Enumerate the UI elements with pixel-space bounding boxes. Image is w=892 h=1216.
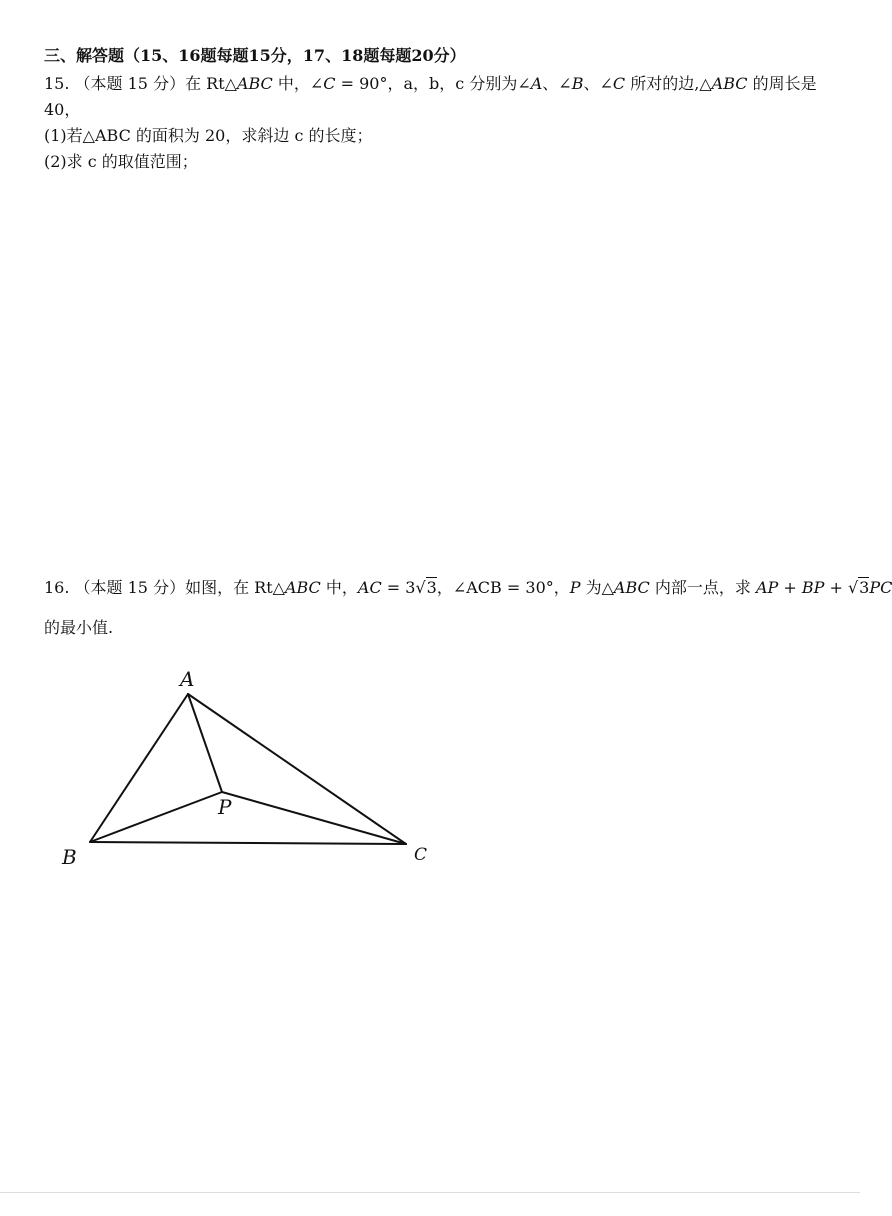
q15-text: 、∠ <box>542 74 572 93</box>
q16-line2-text: 的最小值. <box>44 618 114 637</box>
q15-text: 所对的边,△ <box>625 74 712 93</box>
q16-text: ，∠ACB = 30°， <box>436 578 570 597</box>
segment-cp <box>222 792 406 844</box>
section-heading-text: 三、解答题（15、16题每题15分，17、18题每题20分） <box>44 46 466 65</box>
q15-angle-a: A <box>530 74 543 93</box>
q15-text: 、∠ <box>583 74 613 93</box>
q15-text: 40， <box>44 100 81 119</box>
q16-text: = 3 <box>381 578 416 597</box>
q15-angle-b: B <box>571 74 584 93</box>
q15-text: 15. （本题 15 分）在 Rt△ <box>44 74 237 93</box>
vertex-label-a: A <box>180 667 195 691</box>
q16-text: 内部一点，求 <box>649 578 756 597</box>
segment-bp <box>90 792 222 842</box>
sqrt-symbol-2: √3 <box>847 578 870 597</box>
q15-triangle-name: ABC <box>236 74 273 93</box>
bottom-divider <box>0 1192 860 1193</box>
edge-ac <box>188 694 406 844</box>
q16-triangle-name-2: ABC <box>613 578 650 597</box>
q15-triangle-name-2: ABC <box>711 74 748 93</box>
q16-expression: AP + BP + <box>755 578 848 597</box>
q16-expression-tail: PC <box>869 578 892 597</box>
q15-text: 的周长是 <box>747 74 817 93</box>
q16-text: 中， <box>320 578 358 597</box>
q15-text: = 90°，a，b，c 分别为∠ <box>335 74 531 93</box>
vertex-label-c: C <box>414 845 428 865</box>
q15-part1-text: (1)若△ABC 的面积为 20，求斜边 c 的长度； <box>44 126 373 145</box>
segment-ap <box>188 694 222 792</box>
sqrt-symbol: √3 <box>415 578 437 597</box>
vertex-label-p: P <box>218 795 232 819</box>
q16-text: 16. （本题 15 分）如图，在 Rt△ <box>44 578 285 597</box>
q16-side-ac: AC <box>357 578 382 597</box>
edge-bc <box>90 842 406 844</box>
q16-triangle-name: ABC <box>284 578 321 597</box>
q15-angle-c2: C <box>612 74 626 93</box>
q15-text: 中，∠ <box>272 74 324 93</box>
sqrt-argument: 3 <box>426 578 437 597</box>
vertex-label-b: B <box>62 845 77 869</box>
q16-point-p: P <box>569 578 581 597</box>
edge-ab <box>90 694 188 842</box>
sqrt-argument-2: 3 <box>859 578 870 597</box>
q16-text: 为△ <box>580 578 614 597</box>
q15-angle-c: C <box>323 74 336 93</box>
q15-part2-text: (2)求 c 的取值范围； <box>44 152 198 171</box>
